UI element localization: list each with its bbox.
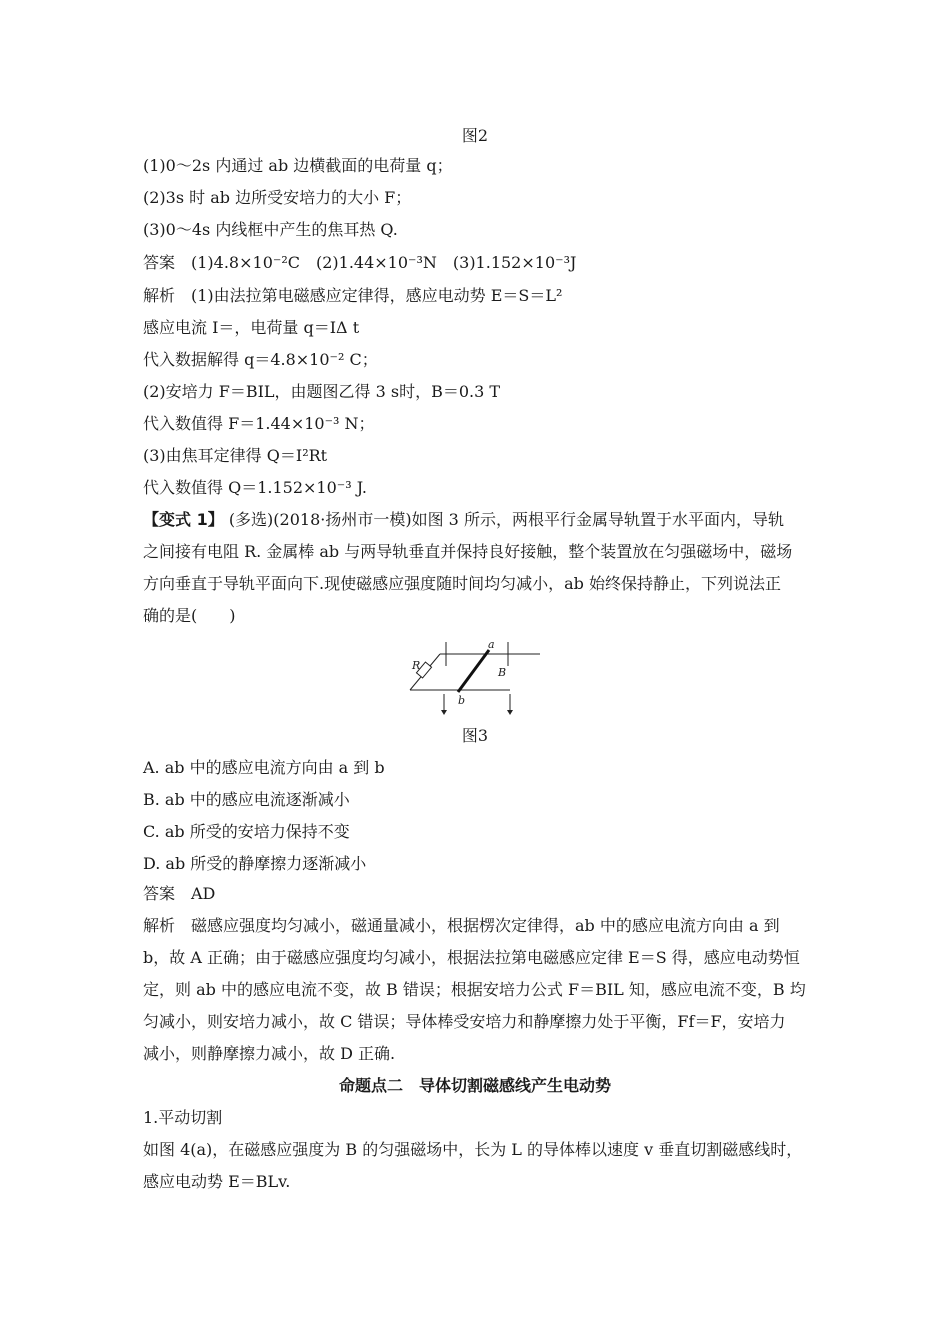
- analysis-1-line-6: (3)由焦耳定律得 Q＝I²Rt: [143, 446, 328, 465]
- label-b: b: [458, 694, 466, 707]
- variant-line-3: 方向垂直于导轨平面向下.现使磁感应强度随时间均匀减小，ab 始终保持静止，下列说法正: [143, 574, 781, 593]
- option-a: A. ab 中的感应电流方向由 a 到 b: [143, 758, 385, 777]
- analysis-1-line-1: 解析 (1)由法拉第电磁感应定律得，感应电动势 E＝S＝L²: [143, 286, 563, 305]
- variant-line-4: 确的是( ): [143, 606, 236, 625]
- option-b: B. ab 中的感应电流逐渐减小: [143, 790, 350, 809]
- label-R: R: [412, 659, 421, 672]
- analysis-2-line-5: 减小，则静摩擦力减小，故 D 正确.: [143, 1044, 396, 1063]
- analysis-1-line-4: (2)安培力 F＝BIL，由题图乙得 3 s时，B＝0.3 T: [143, 382, 501, 401]
- analysis-1-line-5: 代入数值得 F＝1.44×10⁻³ N；: [143, 414, 375, 433]
- variant-text-1: (多选)(2018·扬州市一模)如图 3 所示，两根平行金属导轨置于水平面内，导轨: [228, 510, 784, 529]
- variant-line-1: [143, 510, 784, 530]
- subsection-1: 1.平动切割: [143, 1108, 223, 1127]
- variant-tag: 【变式 1】: [143, 510, 224, 529]
- paragraph-line-2: 感应电动势 E＝BLv.: [143, 1172, 291, 1191]
- section-title: 命题点二 导体切割磁感线产生电动势: [338, 1076, 611, 1095]
- question-2: (2)3s 时 ab 边所受安培力的大小 F；: [143, 188, 412, 207]
- option-c: C. ab 所受的安培力保持不变: [143, 822, 350, 841]
- figure-2-caption: 图2: [461, 126, 489, 145]
- figure-3-diagram: [400, 636, 560, 716]
- answer-2: 答案 AD: [143, 884, 216, 903]
- question-1: (1)0～2s 内通过 ab 边横截面的电荷量 q；: [143, 156, 453, 175]
- figure-3-caption: 图3: [461, 726, 489, 745]
- answer-1: 答案 (1)4.8×10⁻²C (2)1.44×10⁻³N (3)1.152×10⁻³J: [143, 253, 577, 272]
- analysis-2-line-1: 解析 磁感应强度均匀减小，磁通量减小，根据楞次定律得，ab 中的感应电流方向由 a 到: [143, 916, 780, 935]
- paragraph-line-1: 如图 4(a)，在磁感应强度为 B 的匀强磁场中，长为 L 的导体棒以速度 v 垂直切割磁感线时，: [143, 1140, 803, 1159]
- analysis-1-line-2: 感应电流 I＝，电荷量 q＝IΔ t: [143, 318, 360, 337]
- question-3: (3)0～4s 内线框中产生的焦耳热 Q.: [143, 220, 398, 239]
- analysis-1-line-7: 代入数值得 Q＝1.152×10⁻³ J.: [143, 478, 367, 497]
- analysis-2-line-3: 定，则 ab 中的感应电流不变，故 B 错误；根据安培力公式 F＝BIL 知，感应电流不变，B 均: [143, 980, 806, 999]
- analysis-2-line-4: 匀减小，则安培力减小，故 C 错误；导体棒受安培力和静摩擦力处于平衡，Ff＝F，安培力: [143, 1012, 786, 1031]
- analysis-1-line-3: 代入数据解得 q＝4.8×10⁻² C；: [143, 350, 378, 369]
- label-B: B: [498, 666, 507, 679]
- label-a: a: [488, 638, 495, 651]
- option-d: D. ab 所受的静摩擦力逐渐减小: [143, 854, 367, 873]
- analysis-2-line-2: b，故 A 正确；由于磁感应强度均匀减小，根据法拉第电磁感应定律 E＝S 得，感应电动势恒: [143, 948, 800, 967]
- variant-line-2: 之间接有电阻 R. 金属棒 ab 与两导轨垂直并保持良好接触，整个装置放在匀强磁场中，磁场: [143, 542, 793, 561]
